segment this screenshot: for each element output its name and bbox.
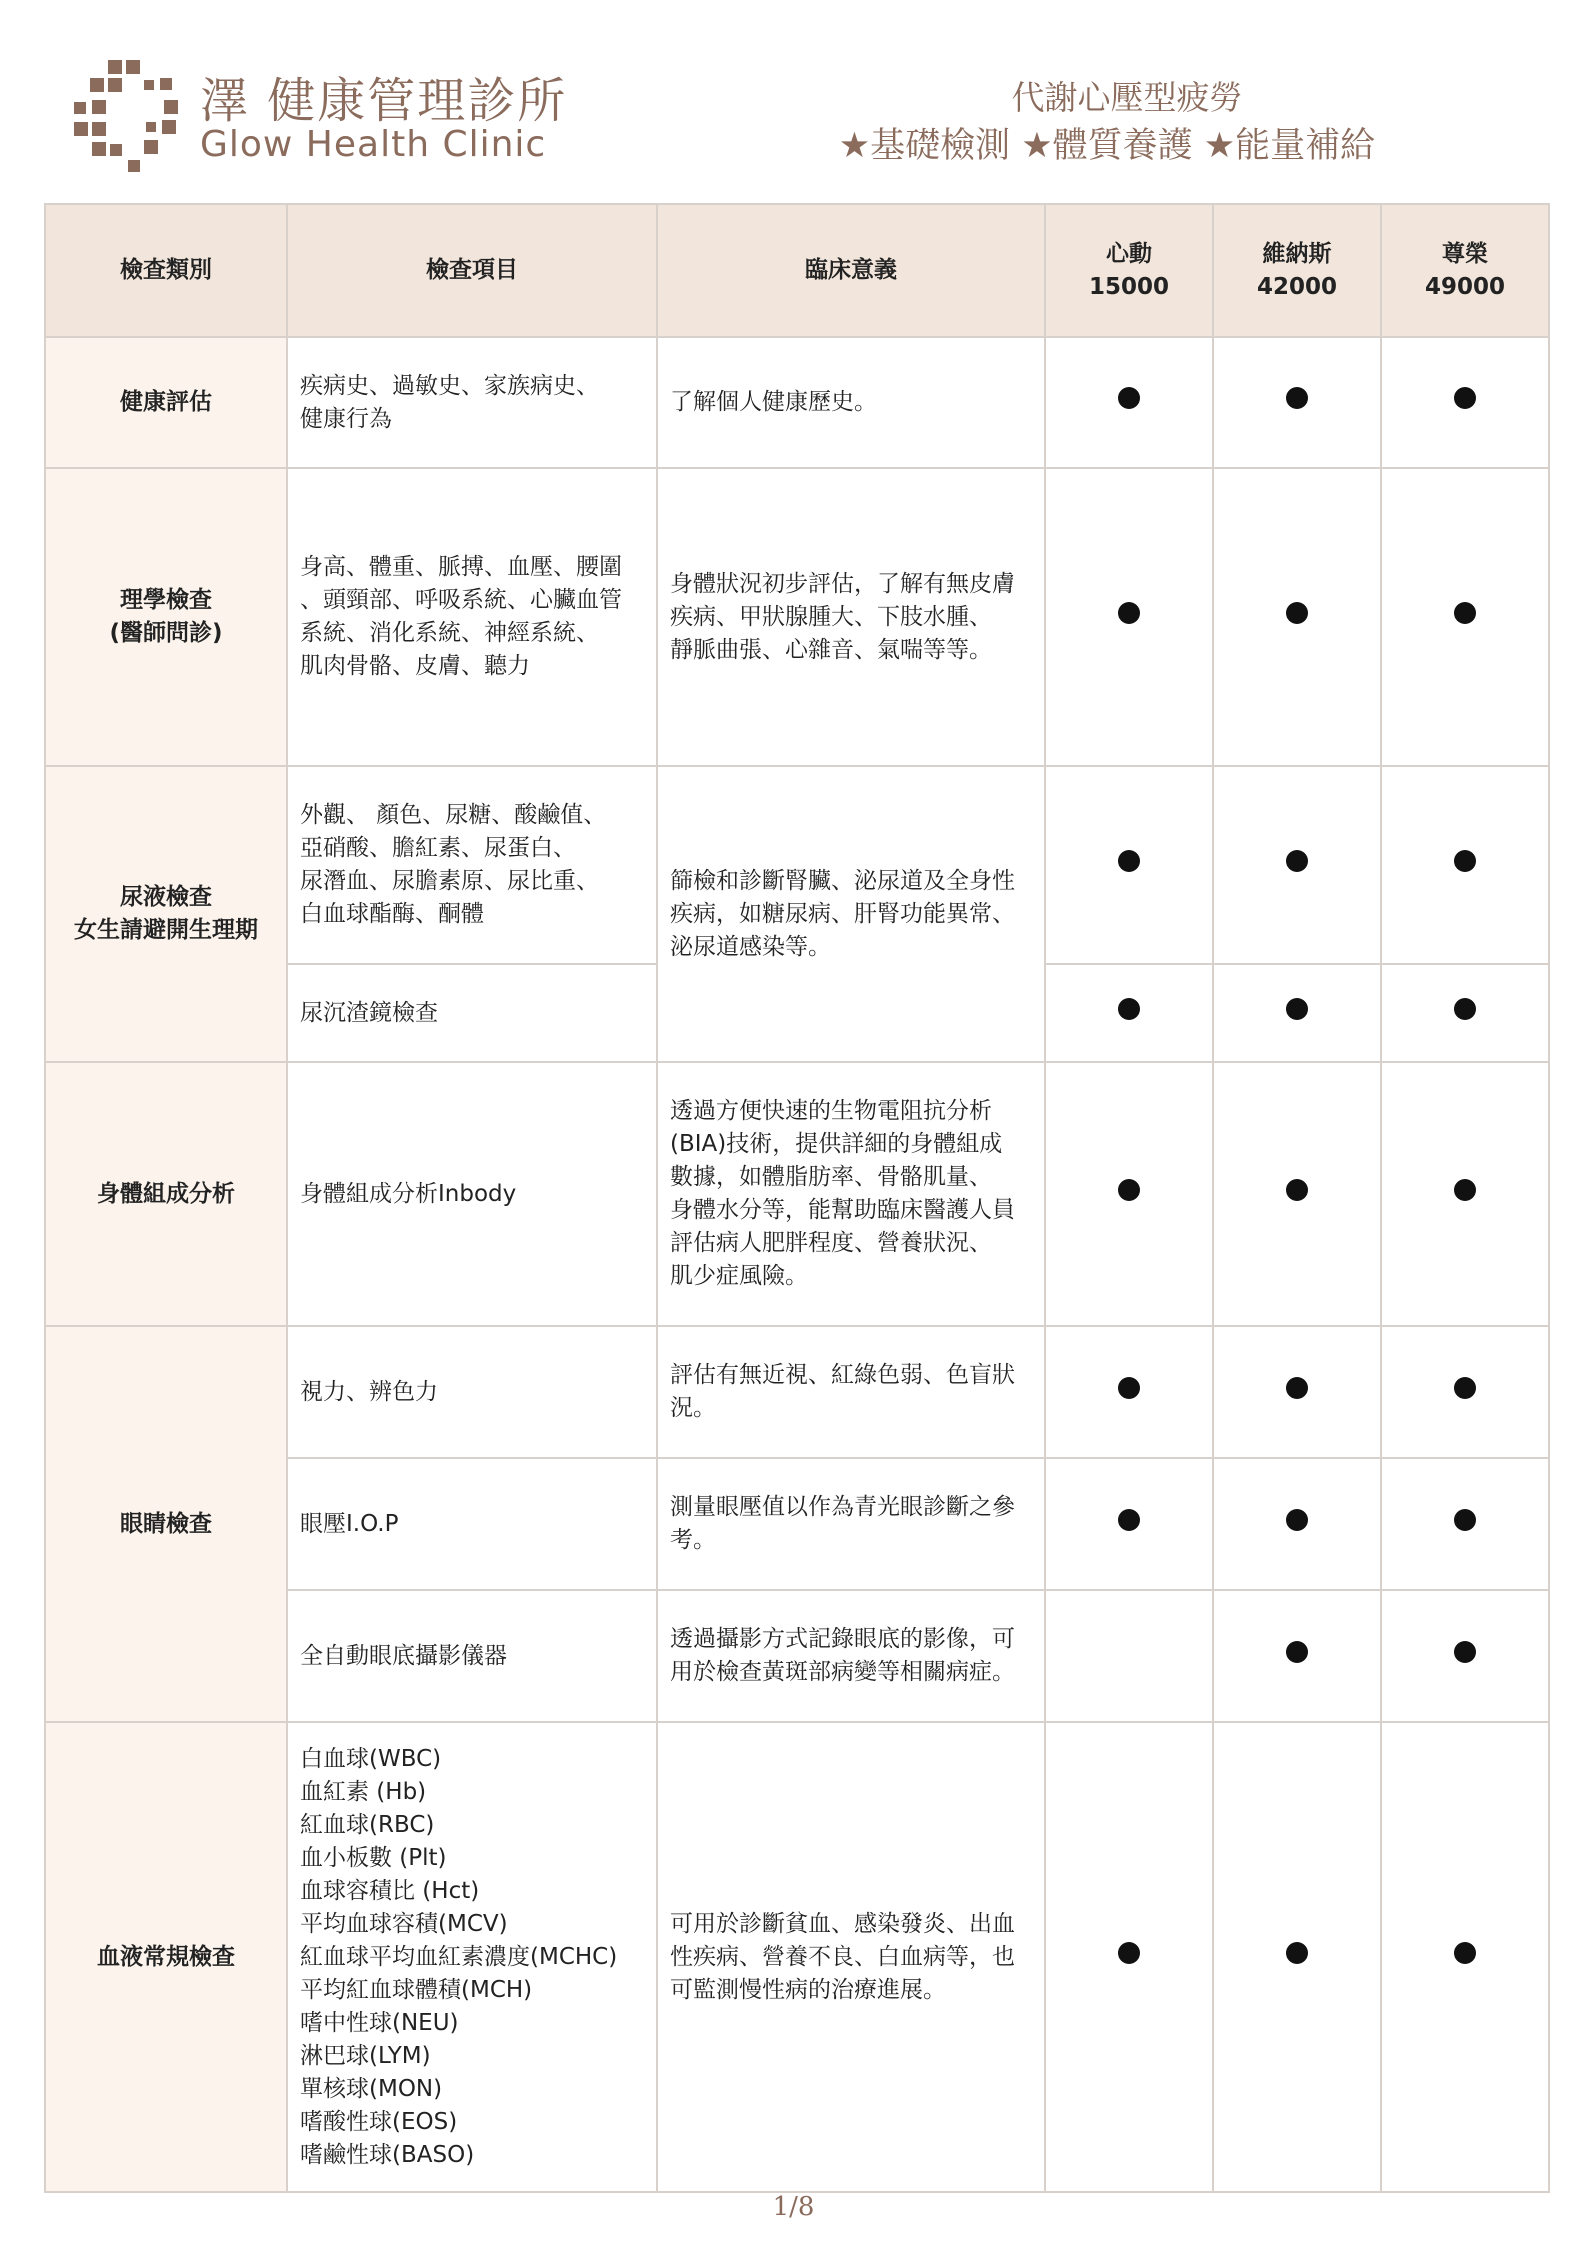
plan-1-cell (1045, 468, 1213, 766)
meaning-cell: 透過方便快速的生物電阻抗分析 (BIA)技術，提供詳細的身體組成 數據，如體脂肪率、骨骼肌量、 身體水分等，能幫助臨床醫護人員 評估病人肥胖程度、營養狀況、 肌少症風險。 (657, 1062, 1045, 1326)
meaning-cell: 測量眼壓值以作為青光眼診斷之參 考。 (657, 1458, 1045, 1590)
included-dot-icon (1286, 602, 1308, 624)
plan-1-cell (1045, 1062, 1213, 1326)
plan-3-cell (1381, 1326, 1549, 1458)
table-row (45, 766, 1549, 964)
exam-table (44, 203, 1550, 2193)
plan-1-name: 心動 (1106, 240, 1152, 267)
included-dot-icon (1454, 1179, 1476, 1201)
included-dot-icon (1118, 1377, 1140, 1399)
plan-3-cell (1381, 468, 1549, 766)
included-dot-icon (1118, 387, 1140, 409)
package-title: 代謝心壓型疲勞 (1011, 78, 1243, 117)
plan-2-cell (1213, 1062, 1381, 1326)
included-dot-icon (1118, 602, 1140, 624)
included-dot-icon (1286, 1942, 1308, 1964)
meaning-cell: 可用於診斷貧血、感染發炎、出血 性疾病、營養不良、白血病等，也 可監測慢性病的治療進展。 (657, 1722, 1045, 2192)
plan-1-cell (1045, 337, 1213, 468)
table-header-row (45, 204, 1549, 337)
plan-3-cell (1381, 1722, 1549, 2192)
item-cell: 身體組成分析Inbody (287, 1062, 657, 1326)
item-cell: 眼壓I.O.P (287, 1458, 657, 1590)
plan-3-name: 尊榮 (1442, 240, 1488, 267)
included-dot-icon (1454, 1377, 1476, 1399)
included-dot-icon (1454, 998, 1476, 1020)
plan-2-name: 維納斯 (1262, 240, 1332, 267)
clinic-logo-icon (72, 56, 192, 176)
header-category: 檢查類別 (45, 204, 287, 337)
plan-1-price: 15000 (1088, 273, 1170, 300)
table-row (45, 1722, 1549, 2192)
plan-1-cell (1045, 1722, 1213, 2192)
package-subtitle: ★基礎檢測 ★體質養護 ★能量補給 (838, 126, 1376, 166)
category-cell: 尿液檢查 女生請避開生理期 (45, 766, 287, 1062)
brand-name-chinese: 澤 健康管理診所 (200, 73, 568, 129)
page-number: 1/8 (772, 2192, 815, 2222)
included-dot-icon (1454, 850, 1476, 872)
included-dot-icon (1118, 1179, 1140, 1201)
plan-1-cell (1045, 1326, 1213, 1458)
table-row (45, 1062, 1549, 1326)
item-cell: 視力、辨色力 (287, 1326, 657, 1458)
plan-1-cell (1045, 766, 1213, 964)
meaning-cell: 了解個人健康歷史。 (657, 337, 1045, 468)
header-plan-3 (1381, 204, 1549, 337)
included-dot-icon (1454, 602, 1476, 624)
plan-1-cell (1045, 1458, 1213, 1590)
plan-2-cell (1213, 1326, 1381, 1458)
included-dot-icon (1118, 850, 1140, 872)
plan-3-cell (1381, 337, 1549, 468)
included-dot-icon (1454, 1641, 1476, 1663)
brand-name-english: Glow Health Clinic (200, 124, 547, 165)
header-item: 檢查項目 (287, 204, 657, 337)
table-body (45, 337, 1549, 2192)
table-row (45, 1326, 1549, 1458)
item-cell: 尿沉渣鏡檢查 (287, 964, 657, 1062)
meaning-cell: 評估有無近視、紅綠色弱、色盲狀 況。 (657, 1326, 1045, 1458)
plan-2-cell (1213, 1590, 1381, 1722)
plan-2-cell (1213, 337, 1381, 468)
included-dot-icon (1118, 1942, 1140, 1964)
item-cell: 疾病史、過敏史、家族病史、 健康行為 (287, 337, 657, 468)
included-dot-icon (1454, 387, 1476, 409)
category-cell: 理學檢查 (醫師問診) (45, 468, 287, 766)
included-dot-icon (1118, 998, 1140, 1020)
plan-3-cell (1381, 1062, 1549, 1326)
category-cell: 眼睛檢查 (45, 1326, 287, 1722)
meaning-cell: 身體狀況初步評估，了解有無皮膚 疾病、甲狀腺腫大、下肢水腫、 靜脈曲張、心雜音、氣喘等等。 (657, 468, 1045, 766)
header-meaning: 臨床意義 (657, 204, 1045, 337)
included-dot-icon (1286, 1641, 1308, 1663)
plan-2-cell (1213, 468, 1381, 766)
item-cell: 外觀、 顏色、尿糖、酸鹼值、 亞硝酸、膽紅素、尿蛋白、 尿潛血、尿膽素原、尿比重、 白血球酯酶、酮體 (287, 766, 657, 964)
item-cell: 白血球(WBC) 血紅素 (Hb) 紅血球(RBC) 血小板數 (Plt) 血球容積比 (Hct) 平均血球容積(MCV) 紅血球平均血紅素濃度(MCHC) 平均紅血球體積(MCH) 嗜中性球(NEU) 淋巴球(LYM) 單核球(MON) 嗜酸性球(EOS) 嗜鹼性球(BASO) (287, 1722, 657, 2192)
category-cell: 健康評估 (45, 337, 287, 468)
page-header (0, 0, 1587, 200)
included-dot-icon (1286, 387, 1308, 409)
plan-3-cell (1381, 1590, 1549, 1722)
plan-3-cell (1381, 1458, 1549, 1590)
plan-3-price: 49000 (1424, 273, 1506, 300)
plan-2-cell (1213, 964, 1381, 1062)
header-plan-1 (1045, 204, 1213, 337)
included-dot-icon (1118, 1509, 1140, 1531)
included-dot-icon (1454, 1942, 1476, 1964)
included-dot-icon (1286, 1377, 1308, 1399)
plan-3-cell (1381, 964, 1549, 1062)
header-plan-2 (1213, 204, 1381, 337)
plan-1-cell (1045, 964, 1213, 1062)
included-dot-icon (1454, 1509, 1476, 1531)
meaning-cell: 篩檢和診斷腎臟、泌尿道及全身性 疾病，如糖尿病、肝腎功能異常、 泌尿道感染等。 (657, 766, 1045, 1062)
plan-2-cell (1213, 1458, 1381, 1590)
included-dot-icon (1286, 1509, 1308, 1531)
plan-2-price: 42000 (1256, 273, 1338, 300)
category-cell: 血液常規檢查 (45, 1722, 287, 2192)
item-cell: 全自動眼底攝影儀器 (287, 1590, 657, 1722)
item-cell: 身高、體重、脈搏、血壓、腰圍 、頭頸部、呼吸系統、心臟血管 系統、消化系統、神經系統、 肌肉骨骼、皮膚、聽力 (287, 468, 657, 766)
included-dot-icon (1286, 1179, 1308, 1201)
plan-1-cell (1045, 1590, 1213, 1722)
plan-2-cell (1213, 1722, 1381, 2192)
plan-2-cell (1213, 766, 1381, 964)
plan-3-cell (1381, 766, 1549, 964)
included-dot-icon (1286, 998, 1308, 1020)
table-row (45, 337, 1549, 468)
category-cell: 身體組成分析 (45, 1062, 287, 1326)
table-row (45, 468, 1549, 766)
meaning-cell: 透過攝影方式記錄眼底的影像，可 用於檢查黃斑部病變等相關病症。 (657, 1590, 1045, 1722)
included-dot-icon (1286, 850, 1308, 872)
